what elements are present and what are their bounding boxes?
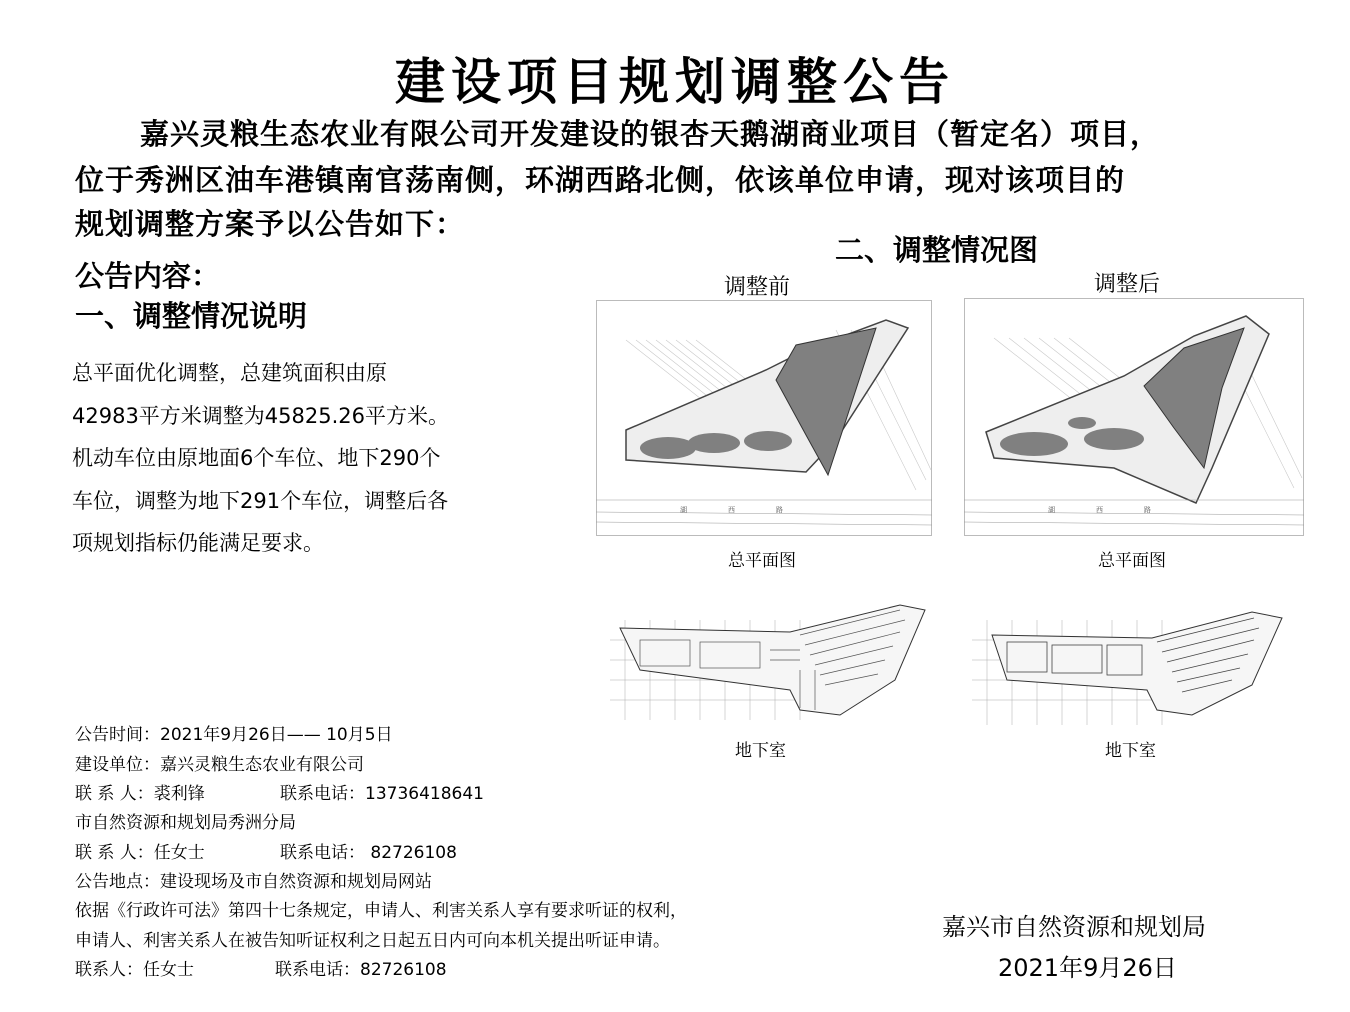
- phone-2: 联系电话： 82726108: [280, 843, 457, 863]
- description-line: 机动车位由原地面6个车位、地下290个: [72, 446, 441, 470]
- basement-before-caption: 地下室: [735, 741, 786, 761]
- notice-location: 公告地点：建设现场及市自然资源和规划局网站: [75, 872, 432, 892]
- section1-heading: 一、调整情况说明: [75, 299, 308, 333]
- intro-line-1: 嘉兴灵粮生态农业有限公司开发建设的银杏天鹅湖商业项目（暂定名）项目，: [140, 117, 1161, 151]
- basement-plan-before: [600, 590, 932, 726]
- road-label: 路: [776, 506, 783, 514]
- signature-date: 2021年9月26日: [998, 954, 1177, 982]
- page-title: 建设项目规划调整公告: [395, 53, 955, 111]
- law-line-2: 申请人、利害关系人在被告知听证权利之日起五日内可向本机关提出听证申请。: [75, 931, 670, 951]
- before-label: 调整前: [724, 275, 791, 300]
- section2-heading: 二、调整情况图: [835, 233, 1039, 267]
- notice-time: 公告时间：2021年9月26日—— 10月5日: [75, 725, 393, 745]
- phone-1: 联系电话：13736418641: [280, 784, 484, 804]
- road-label: 西: [1096, 506, 1103, 514]
- basement-after-caption: 地下室: [1105, 741, 1156, 761]
- intro-line-2: 位于秀洲区油车港镇南官荡南侧，环湖西路北侧，依该单位申请，现对该项目的: [75, 163, 1126, 197]
- bureau: 市自然资源和规划局秀洲分局: [75, 813, 296, 833]
- after-label: 调整后: [1094, 272, 1161, 297]
- description-line: 项规划指标仍能满足要求。: [72, 531, 324, 555]
- road-label: 湖: [680, 506, 687, 514]
- content-heading: 公告内容：: [75, 259, 221, 293]
- description-line: 车位，调整为地下291个车位，调整后各: [72, 489, 449, 513]
- contact-1: 联 系 人：裘利锋: [75, 784, 205, 804]
- road-label: 路: [1144, 506, 1151, 514]
- description-line: 42983平方米调整为45825.26平方米。: [72, 404, 450, 428]
- contact-3: 联系人：任女士: [75, 960, 194, 980]
- phone-3: 联系电话：82726108: [275, 960, 447, 980]
- law-line-1: 依据《行政许可法》第四十七条规定，申请人、利害关系人享有要求听证的权利，: [75, 901, 687, 921]
- builder: 建设单位：嘉兴灵粮生态农业有限公司: [75, 755, 364, 775]
- site-plan-after: [964, 298, 1304, 536]
- site-plan-before-caption: 总平面图: [728, 551, 796, 571]
- signature-org: 嘉兴市自然资源和规划局: [942, 913, 1206, 941]
- intro-line-3: 规划调整方案予以公告如下：: [75, 207, 466, 241]
- contact-2: 联 系 人：任女士: [75, 843, 205, 863]
- site-plan-before: [596, 300, 932, 536]
- basement-plan-after: [962, 590, 1298, 730]
- description-line: 总平面优化调整，总建筑面积由原: [72, 361, 387, 385]
- road-label: 湖: [1048, 506, 1055, 514]
- site-plan-after-caption: 总平面图: [1098, 551, 1166, 571]
- road-label: 西: [728, 506, 735, 514]
